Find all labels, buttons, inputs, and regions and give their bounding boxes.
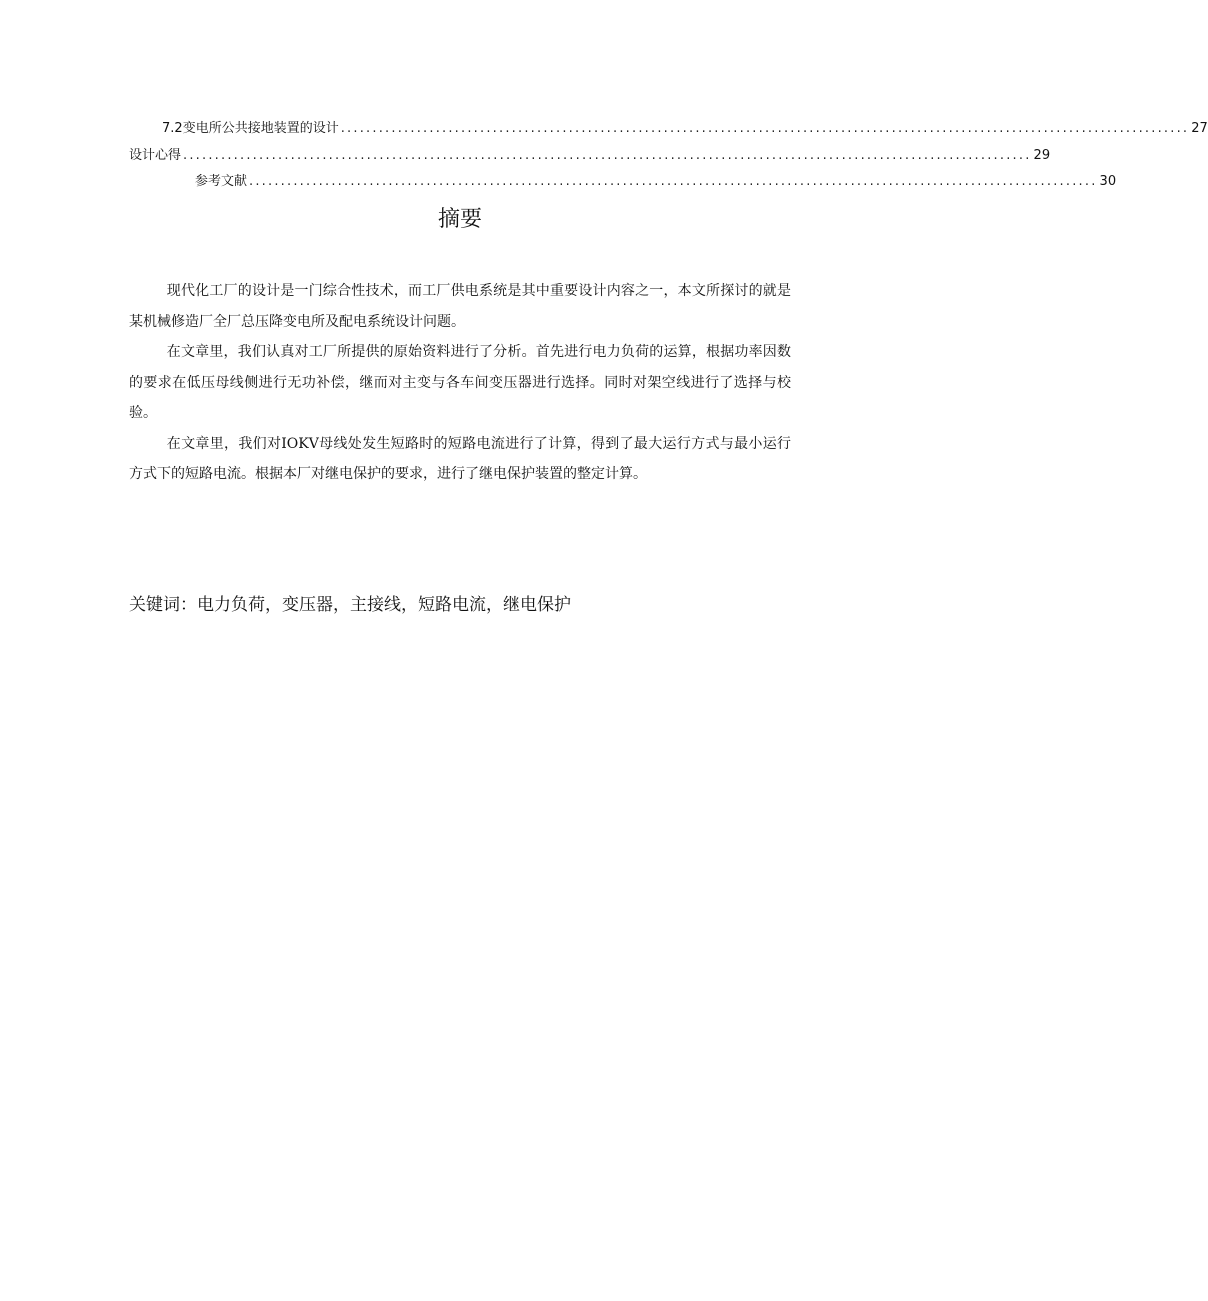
abstract-paragraph: 现代化工厂的设计是一门综合性技术，而工厂供电系统是其中重要设计内容之一，本文所探讨的就是某机械修造厂全厂总压降变电所及配电系统设计问题。 xyxy=(129,283,791,330)
toc-entry-page: 30 xyxy=(1099,174,1117,189)
toc-entry-title: 变电所公共接地装置的设计 xyxy=(182,121,339,136)
toc-entry-title: 设计心得 xyxy=(129,148,182,163)
abstract-paragraph: 在文章里，我们认真对工厂所提供的原始资料进行了分析。首先进行电力负荷的运算，根据功率因数的要求在低压母线侧进行无功补偿，继而对主变与各车间变压器进行选择。同时对架空线进行了选择与校验。 xyxy=(129,344,791,421)
toc-entry-7-2[interactable] xyxy=(162,120,1208,138)
abstract-paragraph: 在文章里，我们对IOKV母线处发生短路时的短路电流进行了计算，得到了最大运行方式与最小运行方式下的短路电流。根据本厂对继电保护的要求，进行了继电保护装置的整定计算。 xyxy=(129,435,791,482)
toc-leader-dots: ...................................................................................................................................... xyxy=(340,121,1190,136)
toc-entry-design-reflections[interactable] xyxy=(129,147,1051,165)
abstract-heading: 摘要 xyxy=(437,207,482,232)
toc-entry-page: 27 xyxy=(1191,121,1208,136)
toc-entry-title: 参考文献 xyxy=(195,174,248,189)
toc-entry-references[interactable] xyxy=(195,173,1117,191)
toc-leader-dots: ...................................................................................................................................... xyxy=(183,148,1032,163)
abstract-body xyxy=(129,276,791,490)
toc-leader-dots: ...................................................................................................................................... xyxy=(249,174,1098,189)
keywords-line: 关键词：电力负荷，变压器，主接线，短路电流，继电保护 xyxy=(129,595,571,615)
toc-entry-number: 7.2 xyxy=(162,121,183,136)
toc-entry-page: 29 xyxy=(1033,148,1051,163)
